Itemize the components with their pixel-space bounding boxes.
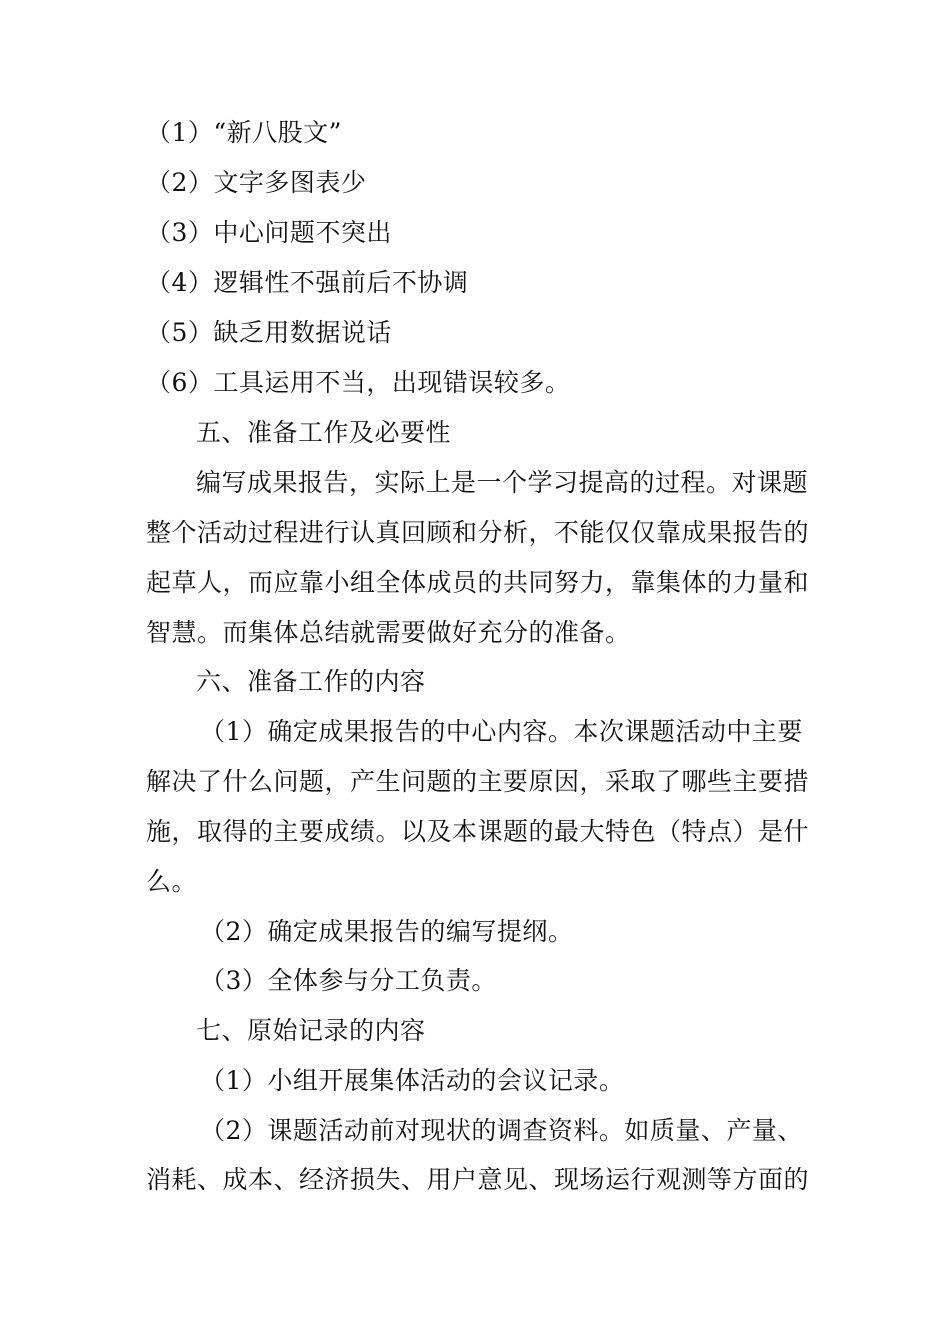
paragraph-line: （2）课题活动前对现状的调查资料。如质量、产量、 xyxy=(200,1116,803,1145)
paragraph-line: 整个活动过程进行认真回顾和分析，不能仅仅靠成果报告的 xyxy=(146,518,810,547)
section-heading-7: 七、原始记录的内容 xyxy=(196,1016,426,1045)
section-heading-5: 五、准备工作及必要性 xyxy=(196,418,452,447)
paragraph-line: （1）确定成果报告的中心内容。本次课题活动中主要 xyxy=(200,717,803,746)
paragraph-line: 施，取得的主要成绩。以及本课题的最大特色（特点）是什 xyxy=(146,817,810,846)
paragraph-line: 编写成果报告，实际上是一个学习提高的过程。对课题 xyxy=(196,468,809,497)
section-heading-6: 六、准备工作的内容 xyxy=(196,667,426,696)
paragraph-line: 消耗、成本、经济损失、用户意见、现场运行观测等方面的 xyxy=(146,1165,810,1194)
list-item-2: （2）文字多图表少 xyxy=(146,168,367,197)
paragraph-line: 么。 xyxy=(146,867,198,896)
list-item: （1）小组开展集体活动的会议记录。 xyxy=(200,1066,625,1095)
paragraph-line: 解决了什么问题，产生问题的主要原因，采取了哪些主要措 xyxy=(146,767,810,796)
list-item-1: （1）“新八股文” xyxy=(146,118,342,147)
list-item-5: （5）缺乏用数据说话 xyxy=(146,318,392,347)
list-item-3: （3）中心问题不突出 xyxy=(146,218,392,247)
paragraph-line: 智慧。而集体总结就需要做好充分的准备。 xyxy=(146,618,631,647)
list-item-4: （4）逻辑性不强前后不协调 xyxy=(146,268,469,297)
list-item-6: （6）工具运用不当，出现错误较多。 xyxy=(146,368,571,397)
list-item: （2）确定成果报告的编写提纲。 xyxy=(200,917,574,946)
list-item: （3）全体参与分工负责。 xyxy=(200,966,497,995)
paragraph-line: 起草人，而应靠小组全体成员的共同努力，靠集体的力量和 xyxy=(146,568,810,597)
